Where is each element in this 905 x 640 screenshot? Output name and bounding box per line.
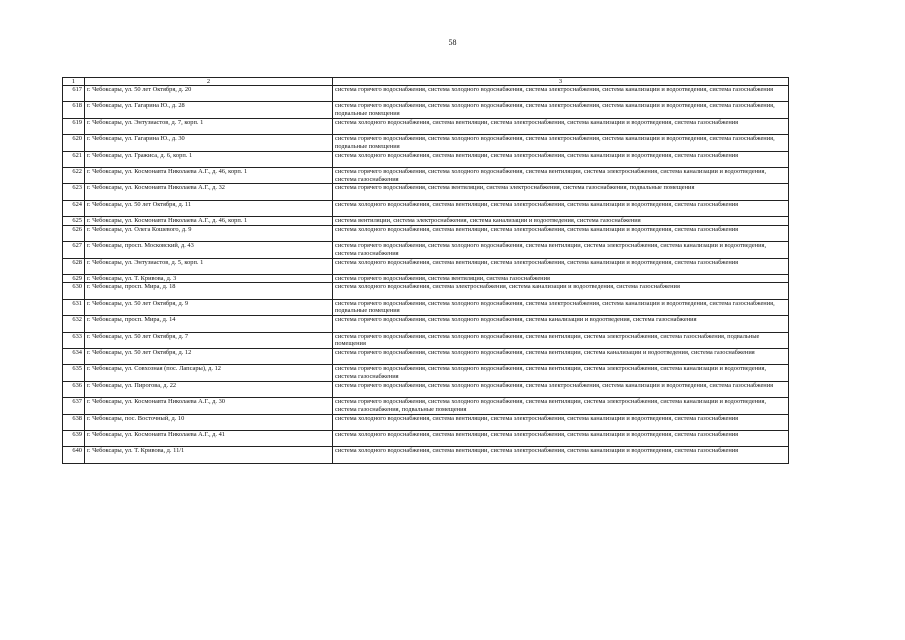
systems-cell: система холодного водоснабжения, система вентиляции, система электроснабжения, система канализации и водоотведения, система газоснабжения bbox=[333, 414, 789, 430]
address-cell: г. Чебоксары, ул. Гражиса, д. 6, корп. 1 bbox=[85, 151, 333, 167]
table-row bbox=[63, 381, 789, 397]
column-header-address: 2 bbox=[85, 78, 333, 86]
address-cell: г. Чебоксары, ул. Энтузиастов, д. 7, корп. 1 bbox=[85, 118, 333, 134]
systems-cell: система горячего водоснабжения, система холодного водоснабжения, система вентиляции, система электроснабжения, система канализации и водоотведения, система газоснабжения bbox=[333, 167, 789, 183]
systems-cell: система холодного водоснабжения, система вентиляции, система электроснабжения, система канализации и водоотведения, система газоснабжения bbox=[333, 431, 789, 447]
address-cell: г. Чебоксары, ул. Совхозная (пос. Лапсары), д. 12 bbox=[85, 365, 333, 381]
systems-cell: система горячего водоснабжения, система холодного водоснабжения, система электроснабжения, система канализации и водоотведения, система газоснабжения bbox=[333, 86, 789, 102]
row-number-cell: 638 bbox=[63, 414, 85, 430]
systems-cell: система холодного водоснабжения, система вентиляции, система электроснабжения, система канализации и водоотведения, система газоснабжения bbox=[333, 118, 789, 134]
systems-cell: система горячего водоснабжения, система холодного водоснабжения, система вентиляции, система электроснабжения, система канализации и водоотведения, система газоснабжения bbox=[333, 365, 789, 381]
address-cell: г. Чебоксары, ул. Энтузиастов, д. 5, корп. 1 bbox=[85, 258, 333, 274]
column-header-number: 1 bbox=[63, 78, 85, 86]
row-number-cell: 626 bbox=[63, 225, 85, 241]
table-row bbox=[63, 167, 789, 183]
address-cell: г. Чебоксары, пос. Восточный, д. 10 bbox=[85, 414, 333, 430]
address-cell: г. Чебоксары, ул. Космонавта Николаева А.Г., д. 46, корп. 1 bbox=[85, 167, 333, 183]
table-row bbox=[63, 217, 789, 226]
address-cell: г. Чебоксары, ул. Олега Кошевого, д. 9 bbox=[85, 225, 333, 241]
address-cell: г. Чебоксары, просп. Мира, д. 14 bbox=[85, 316, 333, 332]
table-body bbox=[63, 86, 789, 464]
table-row bbox=[63, 283, 789, 299]
table-row bbox=[63, 118, 789, 134]
row-number-cell: 635 bbox=[63, 365, 85, 381]
row-number-cell: 632 bbox=[63, 316, 85, 332]
row-number-cell: 636 bbox=[63, 381, 85, 397]
table-row bbox=[63, 414, 789, 430]
systems-cell: система холодного водоснабжения, система вентиляции, система электроснабжения, система канализации и водоотведения, система газоснабжения bbox=[333, 200, 789, 216]
address-cell: г. Чебоксары, ул. Космонавта Николаева А.Г., д. 41 bbox=[85, 431, 333, 447]
row-number-cell: 637 bbox=[63, 398, 85, 414]
systems-cell: система горячего водоснабжения, система холодного водоснабжения, система вентиляции, система электроснабжения, система канализации и водоотведения, система газоснабжения, подвальные помещения bbox=[333, 398, 789, 414]
table-row bbox=[63, 365, 789, 381]
address-cell: г. Чебоксары, ул. Т. Кривова, д. 3 bbox=[85, 274, 333, 283]
address-cell: г. Чебоксары, просп. Московский, д. 43 bbox=[85, 242, 333, 258]
address-cell: г. Чебоксары, ул. Пирогова, д. 22 bbox=[85, 381, 333, 397]
table-row bbox=[63, 258, 789, 274]
row-number-cell: 623 bbox=[63, 184, 85, 200]
table-row bbox=[63, 86, 789, 102]
systems-cell: система горячего водоснабжения, система холодного водоснабжения, система вентиляции, система электроснабжения, система газоснабжения, подвальные помещения bbox=[333, 332, 789, 348]
table-row bbox=[63, 242, 789, 258]
row-number-cell: 639 bbox=[63, 431, 85, 447]
systems-cell: система холодного водоснабжения, система вентиляции, система электроснабжения, система канализации и водоотведения, система газоснабжения bbox=[333, 225, 789, 241]
address-cell: г. Чебоксары, ул. 50 лет Октября, д. 11 bbox=[85, 200, 333, 216]
row-number-cell: 634 bbox=[63, 349, 85, 365]
address-cell: г. Чебоксары, ул. Космонавта Николаева А.Г., д. 32 bbox=[85, 184, 333, 200]
row-number-cell: 640 bbox=[63, 447, 85, 463]
address-cell: г. Чебоксары, ул. Т. Кривова, д. 11/1 bbox=[85, 447, 333, 463]
column-header-systems: 3 bbox=[333, 78, 789, 86]
table-row bbox=[63, 349, 789, 365]
table-row bbox=[63, 274, 789, 283]
row-number-cell: 619 bbox=[63, 118, 85, 134]
systems-cell: система вентиляции, система электроснабжения, система канализации и водоотведения, система газоснабжения bbox=[333, 217, 789, 226]
address-cell: г. Чебоксары, просп. Мира, д. 18 bbox=[85, 283, 333, 299]
systems-cell: система холодного водоснабжения, система вентиляции, система электроснабжения, система канализации и водоотведения, система газоснабжения bbox=[333, 258, 789, 274]
systems-cell: система холодного водоснабжения, система вентиляции, система электроснабжения, система канализации и водоотведения, система газоснабжения bbox=[333, 447, 789, 463]
row-number-cell: 627 bbox=[63, 242, 85, 258]
table-row bbox=[63, 316, 789, 332]
systems-cell: система горячего водоснабжения, система холодного водоснабжения, система канализации и водоотведения, система газоснабжения bbox=[333, 316, 789, 332]
table-header-row bbox=[63, 78, 789, 86]
table-row bbox=[63, 200, 789, 216]
table-row bbox=[63, 447, 789, 463]
address-cell: г. Чебоксары, ул. Гагарина Ю., д. 28 bbox=[85, 102, 333, 118]
row-number-cell: 621 bbox=[63, 151, 85, 167]
table-row bbox=[63, 184, 789, 200]
systems-cell: система горячего водоснабжения, система вентиляции, система электроснабжения, система газоснабжения, подвальные помещения bbox=[333, 184, 789, 200]
row-number-cell: 631 bbox=[63, 299, 85, 315]
buildings-systems-table bbox=[62, 77, 789, 464]
row-number-cell: 625 bbox=[63, 217, 85, 226]
table-row bbox=[63, 135, 789, 151]
systems-cell: система горячего водоснабжения, система холодного водоснабжения, система электроснабжения, система канализации и водоотведения, система газоснабжения bbox=[333, 381, 789, 397]
page-number: 58 bbox=[448, 38, 457, 47]
row-number-cell: 622 bbox=[63, 167, 85, 183]
row-number-cell: 633 bbox=[63, 332, 85, 348]
systems-cell: система горячего водоснабжения, система холодного водоснабжения, система вентиляции, система электроснабжения, система канализации и водоотведения, система газоснабжения bbox=[333, 242, 789, 258]
table-row bbox=[63, 299, 789, 315]
address-cell: г. Чебоксары, ул. 50 лет Октября, д. 7 bbox=[85, 332, 333, 348]
address-cell: г. Чебоксары, ул. 50 лет Октября, д. 20 bbox=[85, 86, 333, 102]
table-row bbox=[63, 332, 789, 348]
address-cell: г. Чебоксары, ул. 50 лет Октября, д. 9 bbox=[85, 299, 333, 315]
row-number-cell: 628 bbox=[63, 258, 85, 274]
row-number-cell: 617 bbox=[63, 86, 85, 102]
table-row bbox=[63, 398, 789, 414]
systems-cell: система горячего водоснабжения, система вентиляции, система газоснабжения bbox=[333, 274, 789, 283]
table-row bbox=[63, 151, 789, 167]
systems-cell: система холодного водоснабжения, система электроснабжения, система канализации и водоотведения, система газоснабжения bbox=[333, 283, 789, 299]
table-row bbox=[63, 225, 789, 241]
systems-cell: система горячего водоснабжения, система холодного водоснабжения, система электроснабжения, система канализации и водоотведения, система газоснабжения, подвальные помещения bbox=[333, 135, 789, 151]
row-number-cell: 620 bbox=[63, 135, 85, 151]
row-number-cell: 630 bbox=[63, 283, 85, 299]
row-number-cell: 624 bbox=[63, 200, 85, 216]
systems-cell: система холодного водоснабжения, система вентиляции, система электроснабжения, система канализации и водоотведения, система газоснабжения bbox=[333, 151, 789, 167]
systems-cell: система горячего водоснабжения, система холодного водоснабжения, система электроснабжения, система канализации и водоотведения, система газоснабжения, подвальные помещения bbox=[333, 299, 789, 315]
address-cell: г. Чебоксары, ул. Космонавта Николаева А.Г., д. 30 bbox=[85, 398, 333, 414]
row-number-cell: 629 bbox=[63, 274, 85, 283]
table-row bbox=[63, 431, 789, 447]
systems-cell: система горячего водоснабжения, система холодного водоснабжения, система электроснабжения, система канализации и водоотведения, система газоснабжения, подвальные помещения bbox=[333, 102, 789, 118]
row-number-cell: 618 bbox=[63, 102, 85, 118]
address-cell: г. Чебоксары, ул. Космонавта Николаева А.Г., д. 46, корп. 1 bbox=[85, 217, 333, 226]
address-cell: г. Чебоксары, ул. Гагарина Ю., д. 30 bbox=[85, 135, 333, 151]
address-cell: г. Чебоксары, ул. 50 лет Октября, д. 12 bbox=[85, 349, 333, 365]
systems-cell: система горячего водоснабжения, система холодного водоснабжения, система вентиляции, система канализации и водоотведения, система газоснабжения bbox=[333, 349, 789, 365]
table-row bbox=[63, 102, 789, 118]
